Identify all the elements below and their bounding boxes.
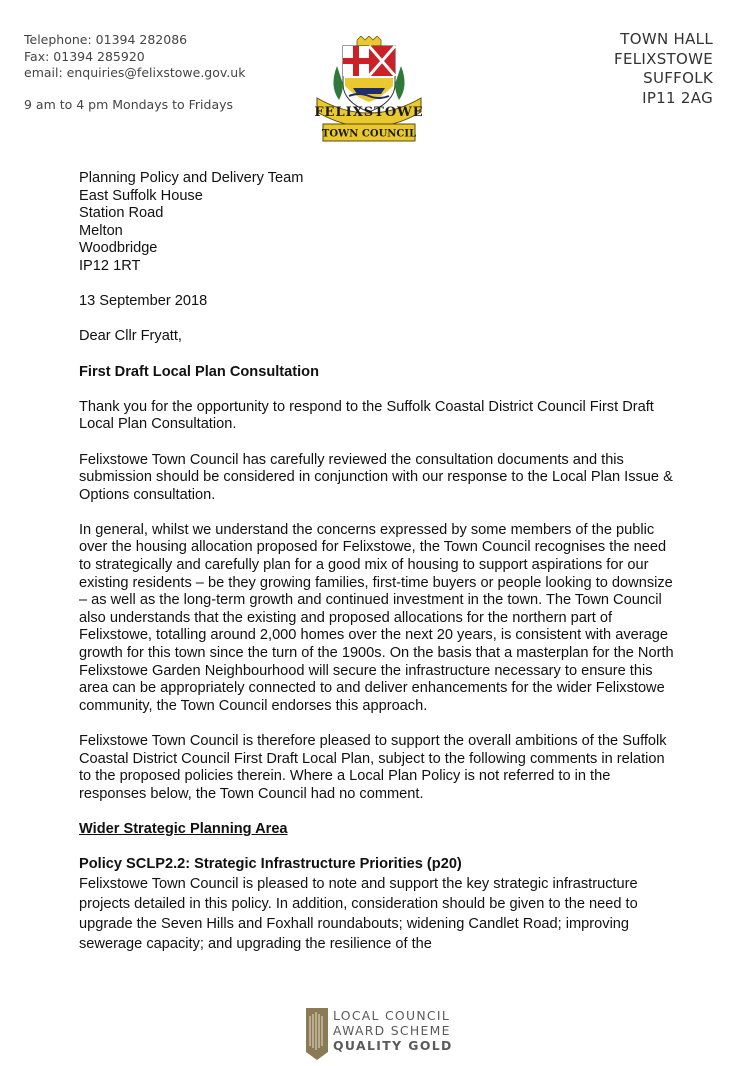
body-paragraph: In general, whilst we understand the concerns expressed by some members of the public over the housing allocation proposed for Felixstowe, the Town Council recognises the need to strategically and carefully plan for a good mix of housing to support aspirations for our existing residents – be they growing families, first-time buyers or people looking to downsize – as well as the long-term growth and continued investment in the town. The Town Council also understands that the existing and proposed allocations for the northern part of Felixstowe, totalling around 2,000 homes over the next 20 years, is consistent with average growth for this town since the turn of the 1900s. On the basis that a masterplan for the North Felixstowe Garden Neighbourhood will secure the infrastructure necessary to ensure this area can be appropriately connected to and deliver enhancements for the wider Felixstowe community, the Town Council endorses this approach.: [79, 521, 674, 714]
contact-details: [24, 32, 245, 113]
award-scheme-text: [333, 1008, 453, 1053]
telephone: Telephone: 01394 282086: [24, 32, 188, 47]
body-paragraph: Felixstowe Town Council is therefore pleased to support the overall ambitions of the Suffolk Coastal District Council First Draft Local Plan, subject to the following comments in relation to the proposed policies therein. Where a Local Plan Policy is not referred to in the responses below, the Town Council had no comment.: [79, 733, 667, 802]
email: email: enquiries@felixstowe.gov.uk: [24, 65, 246, 80]
recipient-line: IP12 1RT: [79, 257, 141, 274]
recipient-line: East Suffolk House: [79, 187, 203, 204]
recipient-line: Melton: [79, 222, 123, 239]
policy-text: Felixstowe Town Council is pleased to note and support the key strategic infrastructure projects detailed in this policy. In addition, consideration should be given to the need to upgrade the Seven Hills and Foxhall roundabouts; widening Candlet Road; improving sewerage capacity; and upgrading the resilience of the: [79, 875, 638, 952]
address-line: TOWN HALL: [620, 30, 713, 48]
address-line: SUFFOLK: [643, 69, 713, 88]
recipient-line: Woodbridge: [79, 240, 158, 257]
address-line: IP11 2AG: [642, 88, 713, 107]
body-paragraph: Felixstowe Town Council has carefully reviewed the consultation documents and this submission should be considered in conjunction with our response to the Local Plan Issue & Options consultation.: [79, 451, 673, 503]
recipient-address: [79, 170, 679, 276]
address-line: FELIXSTOWE: [614, 49, 713, 68]
award-line-2: AWARD SCHEME: [333, 1023, 451, 1038]
award-line-1: LOCAL COUNCIL: [333, 1008, 451, 1023]
body-paragraph: Thank you for the opportunity to respond to the Suffolk Coastal District Council First Draft Local Plan Consultation.: [79, 398, 654, 433]
recipient-line: Planning Policy and Delivery Team: [79, 170, 304, 186]
policy-title: Policy SCLP2.2: Strategic Infrastructure Priorities (p20): [79, 856, 462, 873]
recipient-line: Station Road: [79, 205, 164, 222]
crest-banner-text: TOWN COUNCIL: [321, 128, 417, 140]
award-line-3: QUALITY GOLD: [333, 1038, 453, 1053]
letter-date: 13 September 2018: [79, 293, 208, 310]
letter-body: [79, 170, 679, 971]
salutation: Dear Cllr Fryatt,: [79, 328, 182, 345]
felixstowe-crest-logo: [309, 36, 429, 144]
fax: Fax: 01394 285920: [24, 48, 145, 64]
crest-ribbon-text: FELIXSTOWE: [314, 105, 424, 120]
office-hours: 9 am to 4 pm Mondays to Fridays: [24, 96, 234, 112]
council-address: [614, 30, 713, 108]
subject-heading: First Draft Local Plan Consultation: [79, 363, 320, 380]
section-heading: Wider Strategic Planning Area: [79, 820, 288, 837]
